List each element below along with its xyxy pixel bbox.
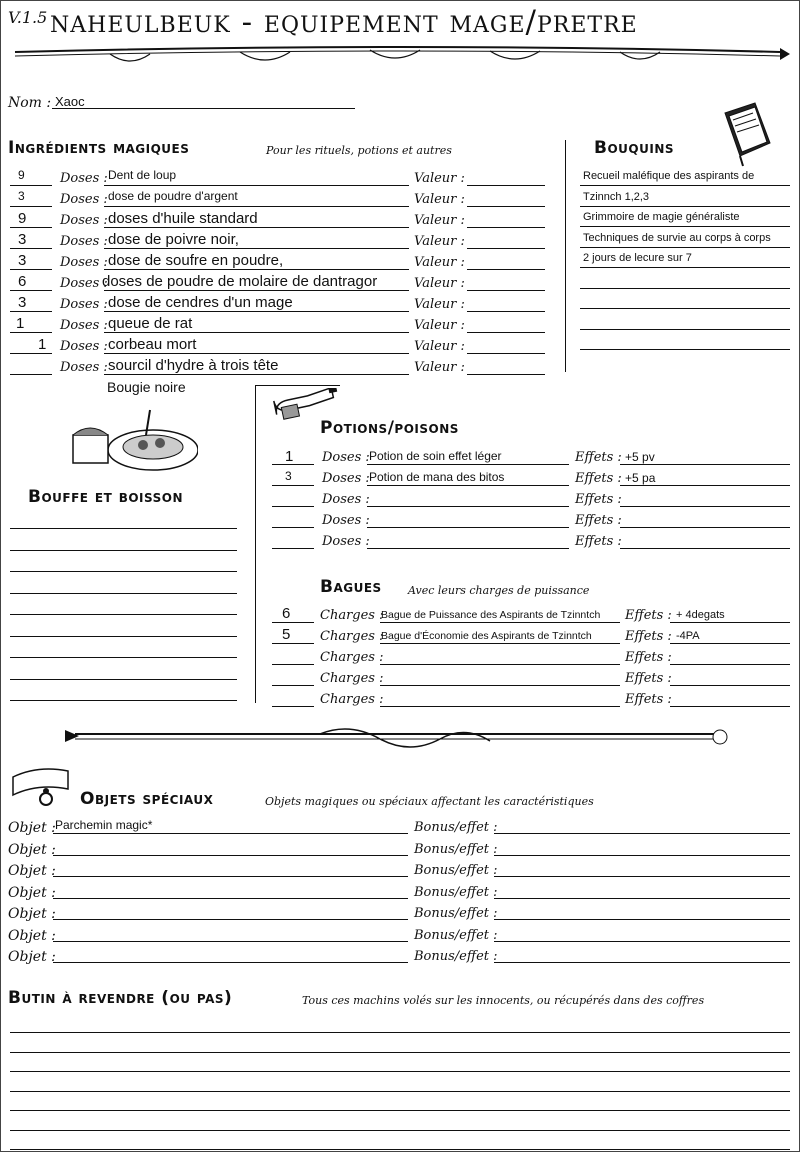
rings-title: Bagues: [320, 577, 382, 597]
ingredient-qty-underline: [10, 227, 52, 228]
ingredient-name[interactable]: dose de poivre noir,: [108, 231, 239, 248]
special-bonus-label: Bonus/effet :: [414, 906, 498, 921]
ring-name[interactable]: Bague d'Économie des Aspirants de Tzinntch: [381, 630, 592, 642]
special-object-label: Objet :: [8, 820, 56, 836]
ring-qty-underline: [272, 685, 314, 686]
ingredient-qty-underline: [10, 311, 52, 312]
ring-effect-underline: [670, 622, 790, 623]
special-title: Objets spéciaux: [80, 789, 214, 809]
potion-doses-label: Doses :: [322, 450, 370, 465]
ingredient-name-underline: [104, 290, 409, 291]
ingredient-value-label: Valeur :: [414, 339, 465, 354]
ingredient-qty-underline: [10, 332, 52, 333]
loot-entry-line[interactable]: [10, 1110, 790, 1111]
ring-name-underline: [380, 685, 620, 686]
ingredient-value-label: Valeur :: [414, 360, 465, 375]
ingredient-name-underline: [104, 227, 409, 228]
special-bonus-label: Bonus/effet :: [414, 949, 498, 964]
ingredient-doses-label: Doses :: [60, 234, 108, 249]
potion-doses-label: Doses :: [322, 534, 370, 549]
ingredient-value-label: Valeur :: [414, 318, 465, 333]
ingredient-doses-label: Doses :: [60, 276, 108, 291]
ingredient-name[interactable]: dose de cendres d'un mage: [108, 294, 293, 311]
ring-effect-underline: [670, 706, 790, 707]
special-object-underline: [53, 855, 408, 856]
ingredient-value-label: Valeur :: [414, 192, 465, 207]
potion-effects-label: Effets :: [575, 492, 622, 507]
ingredient-qty[interactable]: 3: [18, 231, 27, 248]
ingredient-qty-underline: [10, 290, 52, 291]
special-object-label: Objet :: [8, 949, 56, 965]
ingredient-doses-label: Doses :: [60, 171, 108, 186]
ring-charges-qty[interactable]: 6: [282, 605, 291, 622]
ring-charges-label: Charges :: [320, 650, 384, 665]
loot-entry-line[interactable]: [10, 1052, 790, 1053]
ring-effect-underline: [670, 664, 790, 665]
potion-effects-label: Effets :: [575, 513, 622, 528]
food-entry-line[interactable]: [10, 614, 237, 615]
book-underline: [580, 308, 790, 309]
book-entry[interactable]: Techniques de survie au corps à corps: [583, 231, 771, 244]
potion-effect-underline: [620, 464, 790, 465]
ingredient-qty[interactable]: 3: [18, 294, 27, 311]
special-object-label: Objet :: [8, 906, 56, 922]
ingredient-value-label: Valeur :: [414, 234, 465, 249]
potion-name-underline: [367, 527, 569, 528]
loot-entry-line[interactable]: [10, 1032, 790, 1033]
ingredient-qty-underline: [10, 269, 52, 270]
ingredient-name-underline: [104, 185, 409, 186]
ingredient-name-underline: [104, 269, 409, 270]
ingredient-qty-underline: [10, 248, 52, 249]
ingredient-name[interactable]: doses d'huile standard: [108, 210, 258, 227]
staff-ornament-middle-icon: [60, 722, 740, 752]
ingredient-value-field[interactable]: [467, 248, 545, 249]
ingredient-value-field[interactable]: [467, 290, 545, 291]
loot-title: Butin à revendre (ou pas): [8, 988, 233, 1008]
ring-effects-label: Effets :: [625, 671, 672, 686]
ring-charges-label: Charges :: [320, 608, 384, 623]
food-title: Bouffe et boisson: [28, 487, 184, 507]
ring-name[interactable]: Bague de Puissance des Aspirants de Tzinntch: [381, 609, 601, 621]
special-bonus-label: Bonus/effet :: [414, 863, 498, 878]
ring-qty-underline: [272, 664, 314, 665]
ring-charges-label: Charges :: [320, 671, 384, 686]
book-underline: [580, 185, 790, 186]
special-object-label: Objet :: [8, 884, 56, 901]
special-object-underline: [53, 941, 408, 942]
special-object-label: Objet :: [8, 927, 56, 944]
ingredient-value-field[interactable]: [467, 269, 545, 270]
ingredient-name-underline: [104, 332, 409, 333]
ring-effects-label: Effets :: [625, 629, 672, 644]
ingredient-value-label: Valeur :: [414, 171, 465, 186]
book-underline: [580, 247, 790, 248]
ingredient-value-field[interactable]: [467, 311, 545, 312]
potion-doses-label: Doses :: [322, 513, 370, 528]
special-bonus-field[interactable]: [494, 876, 790, 877]
special-bonus-field[interactable]: [494, 941, 790, 942]
ingredient-value-field[interactable]: [467, 227, 545, 228]
ingredient-doses-label: Doses :: [60, 360, 108, 375]
books-title: Bouquins: [594, 138, 674, 158]
ingredients-title: Ingrédients magiques: [8, 138, 190, 158]
loot-entry-line[interactable]: [10, 1130, 790, 1131]
ring-qty-underline: [272, 706, 314, 707]
special-object-label: Objet :: [8, 841, 56, 858]
ingredient-qty[interactable]: 3: [18, 189, 25, 203]
ingredient-value-field[interactable]: [467, 374, 545, 375]
books-divider: [565, 140, 566, 372]
ingredient-name[interactable]: queue de rat: [108, 315, 193, 332]
potion-name-underline: [367, 464, 569, 465]
potion-effect-underline: [620, 485, 790, 486]
ingredient-name[interactable]: doses de poudre de molaire de dantragor: [102, 273, 378, 290]
ring-qty-underline: [272, 622, 314, 623]
ingredient-name-underline: [104, 248, 409, 249]
ingredient-qty[interactable]: 1: [16, 315, 25, 332]
ring-qty-underline: [272, 643, 314, 644]
special-bonus-field[interactable]: [494, 833, 790, 834]
staff-ornament-top-icon: [10, 40, 790, 70]
book-underline: [580, 329, 790, 330]
ring-effect-underline: [670, 643, 790, 644]
book-underline: [580, 349, 790, 350]
ring-effects-label: Effets :: [625, 608, 672, 623]
page-title: naheulbeuk - equipement mage/pretre: [50, 4, 638, 40]
potion-effects-label: Effets :: [575, 450, 622, 465]
ring-charges-label: Charges :: [320, 629, 384, 644]
ingredient-value-label: Valeur :: [414, 213, 465, 228]
rings-subtitle: Avec leurs charges de puissance: [408, 584, 590, 597]
loot-entry-line[interactable]: [10, 1071, 790, 1072]
food-entry-line[interactable]: [10, 679, 237, 680]
ingredients-subtitle: Pour les rituels, potions et autres: [266, 144, 452, 157]
book-entry[interactable]: Grimmoire de magie généraliste: [583, 211, 740, 223]
potion-qty[interactable]: 1: [285, 448, 294, 465]
ring-effect[interactable]: -4PA: [676, 630, 700, 642]
ingredient-value-label: Valeur :: [414, 276, 465, 291]
potion-name-underline: [367, 548, 569, 549]
potion-qty-underline: [272, 548, 314, 549]
ingredient-qty-underline: [10, 374, 52, 375]
potion-qty-underline: [272, 506, 314, 507]
food-entry-line[interactable]: [10, 550, 237, 551]
potion-effects-label: Effets :: [575, 534, 622, 549]
book-underline: [580, 288, 790, 289]
ring-name-underline: [380, 664, 620, 665]
special-object-underline: [53, 898, 408, 899]
ring-name-underline: [380, 643, 620, 644]
potion-qty[interactable]: 3: [285, 469, 292, 483]
special-bonus-field[interactable]: [494, 855, 790, 856]
special-subtitle: Objets magiques ou spéciaux affectant les caractéristiques: [265, 795, 594, 808]
separator-potions-top: [255, 385, 340, 386]
ingredient-qty[interactable]: 6: [18, 273, 27, 290]
ingredient-qty[interactable]: 1: [38, 336, 47, 353]
food-entry-line[interactable]: [10, 700, 237, 701]
food-entry-line[interactable]: [10, 636, 237, 637]
ingredient-value-field[interactable]: [467, 185, 545, 186]
ingredient-name[interactable]: dose de poudre d'argent: [108, 189, 238, 203]
book-underline: [580, 226, 790, 227]
name-underline: [52, 108, 355, 109]
potion-name-underline: [367, 506, 569, 507]
loot-entry-line[interactable]: [10, 1091, 790, 1092]
ingredient-name[interactable]: Dent de loup: [108, 168, 177, 182]
ingredient-value-label: Valeur :: [414, 255, 465, 270]
ingredient-name-underline: [104, 353, 409, 354]
special-bonus-label: Bonus/effet :: [414, 884, 498, 900]
book-icon: [715, 98, 775, 168]
book-underline: [580, 267, 790, 268]
potion-effects-label: Effets :: [575, 471, 622, 486]
potion-qty-underline: [272, 527, 314, 528]
ingredient-qty[interactable]: 3: [18, 252, 27, 269]
ingredient-doses-label: Doses :: [60, 255, 108, 270]
food-plate-icon: [68, 405, 198, 475]
ingredient-doses-label: Doses :: [60, 297, 108, 312]
potion-effect-underline: [620, 527, 790, 528]
ring-name-underline: [380, 622, 620, 623]
book-underline: [580, 206, 790, 207]
ingredient-name-underline: [104, 374, 409, 375]
special-object-underline: [53, 962, 408, 963]
ingredient-value-label: Valeur :: [414, 297, 465, 312]
potion-effect[interactable]: +5 pv: [625, 450, 655, 464]
ingredient-qty[interactable]: 9: [18, 168, 25, 182]
ring-charges-qty[interactable]: 5: [282, 626, 291, 643]
potion-effect-underline: [620, 506, 790, 507]
book-entry[interactable]: Recueil maléfique des aspirants de: [583, 170, 755, 182]
food-entry-line[interactable]: [10, 571, 237, 572]
potion-name[interactable]: Potion de soin effet léger: [369, 449, 502, 463]
ingredient-name-underline: [104, 311, 409, 312]
potion-effect[interactable]: +5 pa: [625, 471, 656, 485]
special-bonus-field[interactable]: [494, 962, 790, 963]
version-label: V.1.5: [8, 8, 48, 27]
ring-effect-underline: [670, 685, 790, 686]
special-bonus-label: Bonus/effet :: [414, 820, 498, 835]
special-bonus-label: Bonus/effet :: [414, 927, 498, 943]
special-bonus-field[interactable]: [494, 898, 790, 899]
potion-doses-label: Doses :: [322, 471, 370, 486]
book-entry[interactable]: Tzinnch 1,2,3: [583, 190, 650, 203]
potion-name-underline: [367, 485, 569, 486]
name-value[interactable]: Xaoc: [55, 94, 85, 109]
food-entry-line[interactable]: [10, 657, 237, 658]
ingredient-doses-label: Doses :: [60, 213, 108, 228]
ingredient-name[interactable]: sourcil d'hydre à trois tête: [108, 357, 279, 374]
loot-entry-line[interactable]: [10, 1149, 790, 1150]
ring-name-underline: [380, 706, 620, 707]
food-entry-line[interactable]: [10, 528, 237, 529]
ingredient-name[interactable]: dose de soufre en poudre,: [108, 252, 284, 269]
ring-effects-label: Effets :: [625, 692, 672, 707]
food-potions-divider: [255, 385, 256, 703]
special-object-underline: [53, 833, 408, 834]
ingredient-qty[interactable]: 9: [18, 210, 27, 227]
ingredient-value-field[interactable]: [467, 206, 545, 207]
ingredient-qty-underline: [10, 353, 52, 354]
ingredient-doses-label: Doses :: [60, 339, 108, 354]
special-object-name[interactable]: Parchemin magic*: [55, 818, 153, 832]
ingredient-value-field[interactable]: [467, 353, 545, 354]
ring-effects-label: Effets :: [625, 650, 672, 665]
special-bonus-field[interactable]: [494, 919, 790, 920]
special-object-underline: [53, 876, 408, 877]
ring-effect[interactable]: + 4degats: [676, 609, 725, 621]
scroll-ring-icon: [8, 762, 78, 812]
name-label: Nom :: [8, 95, 52, 111]
food-entry-line[interactable]: [10, 593, 237, 594]
ingredient-qty-underline: [10, 206, 52, 207]
potion-name[interactable]: Potion de mana des bitos: [369, 470, 505, 484]
potion-qty-underline: [272, 485, 314, 486]
book-entry[interactable]: 2 jours de lecure sur 7: [583, 252, 692, 264]
potions-title: Potions/poisons: [320, 418, 459, 438]
ingredient-value-field[interactable]: [467, 332, 545, 333]
ring-charges-label: Charges :: [320, 692, 384, 707]
ingredient-doses-label: Doses :: [60, 318, 108, 333]
potion-effect-underline: [620, 548, 790, 549]
ingredient-name-underline: [104, 206, 409, 207]
loot-subtitle: Tous ces machins volés sur les innocents, ou récupérés dans des coffres: [302, 994, 705, 1007]
ingredient-qty-underline: [10, 185, 52, 186]
ingredient-extra[interactable]: Bougie noire: [107, 379, 186, 395]
special-object-label: Objet :: [8, 863, 56, 879]
potion-qty-underline: [272, 464, 314, 465]
ingredient-doses-label: Doses :: [60, 192, 108, 207]
ingredient-name[interactable]: corbeau mort: [108, 336, 197, 353]
special-bonus-label: Bonus/effet :: [414, 841, 498, 857]
special-object-underline: [53, 919, 408, 920]
potion-doses-label: Doses :: [322, 492, 370, 507]
